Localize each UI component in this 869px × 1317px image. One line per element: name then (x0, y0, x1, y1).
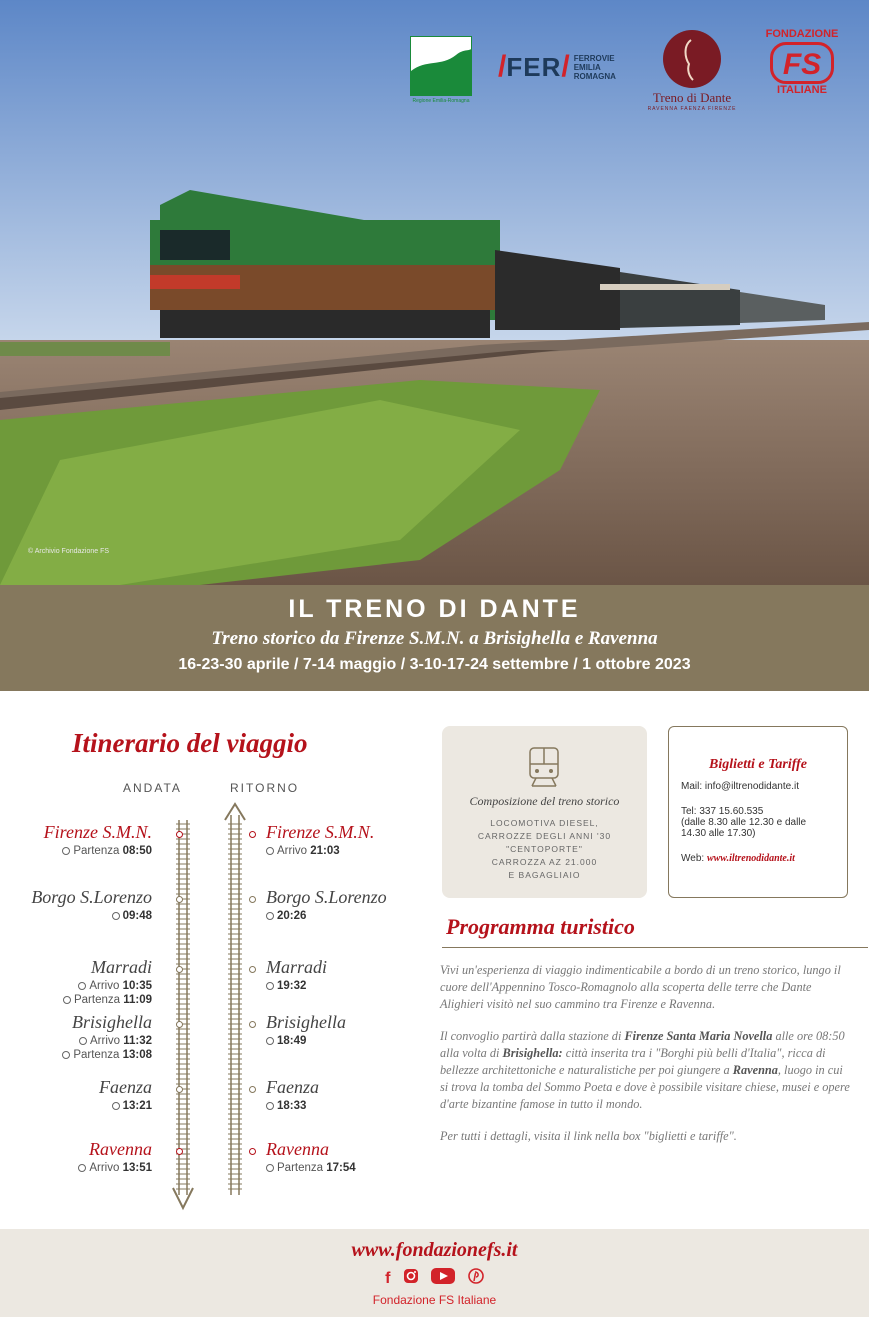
pinterest-icon[interactable] (468, 1268, 484, 1289)
time-label: Arrivo (89, 1035, 124, 1047)
train-icon (524, 742, 564, 790)
clock-icon (112, 912, 120, 920)
andata-stop-dot (176, 1086, 183, 1093)
time-value: 13:08 (122, 1049, 152, 1061)
stop-time (266, 1162, 356, 1174)
social-links (0, 1268, 869, 1288)
ritorno-stop-name: Borgo S.Lorenzo (266, 887, 387, 907)
page-subtitle: Treno storico da Firenze S.M.N. a Brisighella e Ravenna (211, 628, 658, 649)
ritorno-stop-name: Marradi (266, 957, 328, 977)
andata-stop-dot (176, 1021, 183, 1028)
composition-title: Composizione del treno storico (469, 794, 620, 808)
program-divider (442, 947, 868, 948)
time-label: Partenza (277, 1162, 327, 1174)
ritorno-arrow-icon (225, 804, 245, 820)
ritorno-stop-dot (249, 1148, 256, 1155)
andata-stop-name: Marradi (90, 957, 152, 977)
itinerary-title: Itinerario del viaggio (72, 728, 308, 758)
partner-logos (0, 28, 869, 118)
footer-website-link[interactable]: www.fondazionefs.it (351, 1239, 518, 1261)
stop-time (266, 910, 306, 922)
instagram-icon[interactable] (403, 1268, 419, 1289)
time-label: Partenza (73, 845, 123, 857)
time-value: 10:35 (122, 980, 152, 992)
stop-time (266, 980, 306, 992)
tickets-phone[interactable]: Tel: 337 15.60.535 (681, 806, 764, 817)
andata-arrow-icon (173, 1188, 193, 1208)
ritorno-stop-name: Brisighella (266, 1012, 346, 1032)
stop-time (78, 1162, 152, 1174)
andata-stop-name: Faenza (99, 1077, 152, 1097)
stop-time (266, 845, 340, 857)
clock-icon (63, 996, 71, 1004)
time-value: 13:21 (122, 1100, 152, 1112)
clock-icon (266, 1164, 274, 1172)
time-label: Arrivo (89, 980, 123, 992)
stop-time (112, 910, 152, 922)
time-value: 13:51 (122, 1162, 152, 1174)
stop-time (79, 1035, 152, 1047)
clock-icon (112, 1102, 120, 1110)
clock-icon (266, 982, 274, 990)
composition-text: LOCOMOTIVA DIESEL, CARROZZE DEGLI ANNI '30 "CENTOPORTE" CARROZZA AZ 21.000 E BAGAGLIAIO (477, 818, 612, 880)
ritorno-stop-name: Ravenna (266, 1139, 329, 1159)
time-value: 08:50 (122, 845, 152, 857)
clock-icon (266, 847, 274, 855)
clock-icon (62, 1051, 70, 1059)
travel-dates: 16-23-30 aprile / 7-14 maggio / 3-10-17-24 settembre / 1 ottobre 2023 (178, 656, 691, 673)
stop-time (62, 845, 152, 857)
stop-time (266, 1100, 306, 1112)
facebook-icon[interactable]: f (385, 1269, 391, 1287)
ritorno-stop-dot (249, 1086, 256, 1093)
tickets-box: Biglietti e Tariffe Mail: info@iltrenodidante.it Tel: 337 15.60.535 (dalle 8.30 alle 12.30 e dalle 14.30 alle 17.30) Web: www.iltrenodidante.it (668, 726, 848, 898)
time-label: Arrivo (89, 1162, 123, 1174)
track-diagram (160, 800, 250, 1215)
clock-icon (266, 1102, 274, 1110)
time-value: 19:32 (277, 980, 307, 992)
fondazione-fs-logo: FONDAZIONE FS ITALIANE (765, 28, 839, 96)
ritorno-stop-dot (249, 831, 256, 838)
tickets-web: Web: www.iltrenodidante.it (681, 853, 795, 864)
stop-time (62, 1049, 152, 1061)
ritorno-stop-dot (249, 1021, 256, 1028)
time-value: 11:32 (123, 1035, 152, 1047)
tickets-web-link[interactable]: www.iltrenodidante.it (706, 853, 795, 864)
tickets-mail[interactable]: Mail: info@iltrenodidante.it (681, 781, 799, 792)
composition-box (442, 726, 647, 898)
stop-time (63, 994, 152, 1006)
stop-time (266, 1035, 306, 1047)
youtube-icon[interactable] (431, 1268, 455, 1289)
clock-icon (266, 1037, 274, 1045)
photo-credit: © Archivio Fondazione FS (28, 548, 110, 555)
stop-time (78, 980, 152, 992)
tickets-title: Biglietti e Tariffe (709, 757, 807, 772)
clock-icon (78, 1164, 86, 1172)
time-label: Partenza (73, 1049, 123, 1061)
time-value: 09:48 (122, 910, 152, 922)
fer-logo: / FER / FERROVIE EMILIA ROMAGNA (498, 50, 616, 83)
clock-icon (62, 847, 70, 855)
time-value: 17:54 (326, 1162, 356, 1174)
time-value: 21:03 (310, 845, 340, 857)
time-label: Arrivo (277, 845, 311, 857)
andata-header: ANDATA (123, 781, 182, 795)
ritorno-stop-dot (249, 966, 256, 973)
andata-stop-dot (176, 1148, 183, 1155)
andata-stop-dot (176, 966, 183, 973)
clock-icon (79, 1037, 87, 1045)
ritorno-header: RITORNO (230, 781, 300, 795)
page-title: IL TRENO DI DANTE (288, 595, 581, 623)
program-text: Vivi un'esperienza di viaggio indimenticabile a bordo di un treno storico, lungo il cuore dell'Appennino Tosco-Romagnolo alla scoperta delle terre che Dante Alighieri visitò nel suo cammino tra Firenze e Ravenna. Il convoglio partirà dalla stazione di Firenze Santa Maria Novella alle ore 08:50 alla volta di Brisighella: città inserita tra i "Borghi più belli d'Italia", ricca di bellezze architettoniche e naturalistiche per poi giungere a Ravenna, luogo in cui si trova la tomba del Sommo Poeta e dove è possibile visitare chiese, musei e opere d'arte bizantine famose in tutto il mondo. Per tutti i dettagli, visita il link nella box "biglietti e tariffe". (440, 963, 850, 1143)
andata-stop-dot (176, 831, 183, 838)
ritorno-stop-name: Firenze S.M.N. (266, 822, 375, 842)
andata-stop-name: Brisighella (72, 1012, 152, 1032)
regione-logo: Regione Emilia-Romagna (410, 36, 472, 106)
time-value: 18:33 (277, 1100, 307, 1112)
time-label: Partenza (73, 994, 124, 1006)
andata-stop-name: Borgo S.Lorenzo (31, 887, 152, 907)
andata-stop-name: Firenze S.M.N. (43, 822, 152, 842)
time-value: 11:09 (123, 994, 152, 1006)
time-value: 18:49 (277, 1035, 307, 1047)
title-band (0, 585, 869, 691)
stop-time (112, 1100, 152, 1112)
clock-icon (266, 912, 274, 920)
footer (0, 1229, 869, 1317)
andata-stop-name: Ravenna (89, 1139, 152, 1159)
treno-di-dante-logo: Treno di Dante RAVENNA FAENZA FIRENZE (636, 30, 748, 112)
clock-icon (78, 982, 86, 990)
footer-organization: Fondazione FS Italiane (372, 1293, 497, 1307)
ritorno-stop-dot (249, 896, 256, 903)
program-title: Programma turistico (446, 914, 635, 939)
ritorno-stop-name: Faenza (266, 1077, 319, 1097)
time-value: 20:26 (277, 910, 307, 922)
andata-stop-dot (176, 896, 183, 903)
